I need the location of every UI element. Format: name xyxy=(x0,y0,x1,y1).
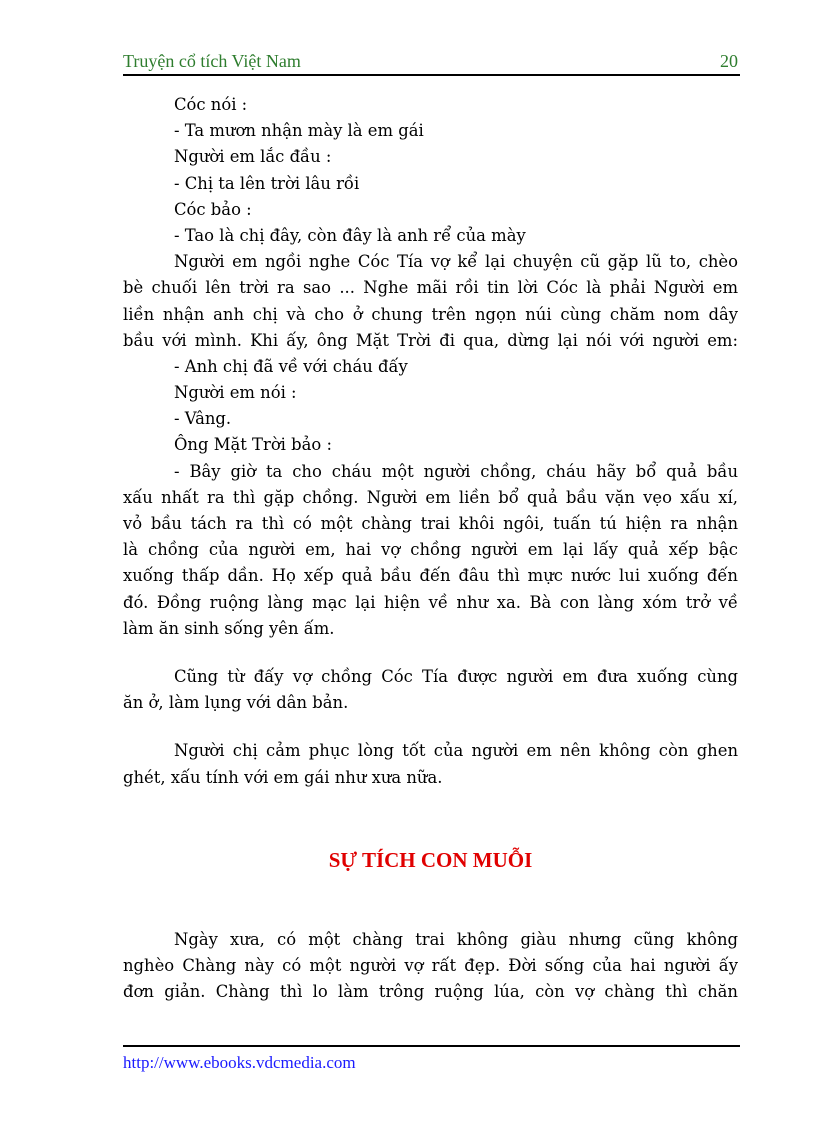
paragraph-line: vỏ bầu tách ra thì có một chàng trai khôi ngôi, tuấn tú hiện ra nhận xyxy=(123,514,738,533)
paragraph-line: bầu với mình. Khi ấy, ông Mặt Trời đi qua, dừng lại nói với người em: xyxy=(123,330,738,350)
paragraph-line: nghèo Chàng này có một người vợ rất đẹp. Đời sống của hai người ấy xyxy=(123,956,738,976)
dialogue-line: Người em lắc đầu : xyxy=(174,147,332,167)
paragraph-line: xấu nhất ra thì gặp chồng. Người em liền bổ quả bầu vặn vẹo xấu xí, xyxy=(123,487,738,507)
paragraph-gap xyxy=(123,642,738,664)
dialogue-line: Cóc nói : xyxy=(174,95,248,114)
header-title: Truyện cổ tích Việt Nam xyxy=(123,51,301,71)
footer-link[interactable]: http://www.ebooks.vdcmedia.com xyxy=(123,1053,356,1072)
dialogue-line: - Anh chị đã về với cháu đấy xyxy=(174,356,408,376)
paragraph-line: là chồng của người em, hai vợ chồng người em lại lấy quả xếp bậc xyxy=(123,540,738,560)
paragraph-line: đó. Đồng ruộng làng mạc lại hiện về như xa. Bà con làng xóm trở về xyxy=(123,592,738,612)
paragraph-line: ăn ở, làm lụng với dân bản. xyxy=(123,693,349,713)
paragraph-line: Cũng từ đấy vợ chồng Cóc Tía được người em đưa xuống cùng xyxy=(174,666,738,686)
paragraph-line: ghét, xấu tính với em gái như xưa nữa. xyxy=(123,767,443,787)
story-title: SỰ TÍCH CON MUỖI xyxy=(328,848,533,872)
paragraph-line: Ngày xưa, có một chàng trai không giàu nhưng cũng không xyxy=(174,930,738,949)
story-continuation xyxy=(123,92,738,791)
dialogue-line: - Chị ta lên trời lâu rồi xyxy=(174,173,360,193)
dialogue-line: - Vâng. xyxy=(174,409,232,429)
paragraph-line: đơn giản. Chàng thì lo làm trông ruộng lúa, còn vợ chàng thì chăn xyxy=(123,982,738,1002)
footer-divider xyxy=(123,1045,740,1047)
paragraph-line: Người em ngồi nghe Cóc Tía vợ kể lại chuyện cũ gặp lũ to, chèo xyxy=(174,252,738,272)
page-header xyxy=(123,49,740,75)
dialogue-line: Người em nói : xyxy=(174,383,297,403)
paragraph-line: bè chuối lên trời ra sao ... Nghe mãi rồi tin lời Cóc là phải Người em xyxy=(123,278,738,298)
paragraph-line: liền nhận anh chị và cho ở chung trên ngọn núi cùng chăm nom dây xyxy=(123,304,738,324)
paragraph-line: - Bây giờ ta cho cháu một người chồng, cháu hãy bổ quả bầu xyxy=(174,461,738,481)
dialogue-line: - Tao là chị đây, còn đây là anh rể của mày xyxy=(174,225,526,245)
paragraph-line: làm ăn sinh sống yên ấm. xyxy=(123,618,335,638)
header-divider xyxy=(123,74,740,76)
page-number: 20 xyxy=(720,51,738,71)
dialogue-line: Ông Mặt Trời bảo : xyxy=(174,435,332,455)
paragraph-line: xuống thấp dần. Họ xếp quả bầu đến đâu thì mực nước lui xuống đến xyxy=(123,566,738,586)
dialogue-line: - Ta mươn nhận mày là em gái xyxy=(174,121,424,141)
paragraph-gap xyxy=(123,716,738,738)
dialogue-line: Cóc bảo : xyxy=(174,199,252,219)
story-opening xyxy=(123,927,738,1006)
paragraph-line: Người chị cảm phục lòng tốt của người em nên không còn ghen xyxy=(174,741,738,761)
